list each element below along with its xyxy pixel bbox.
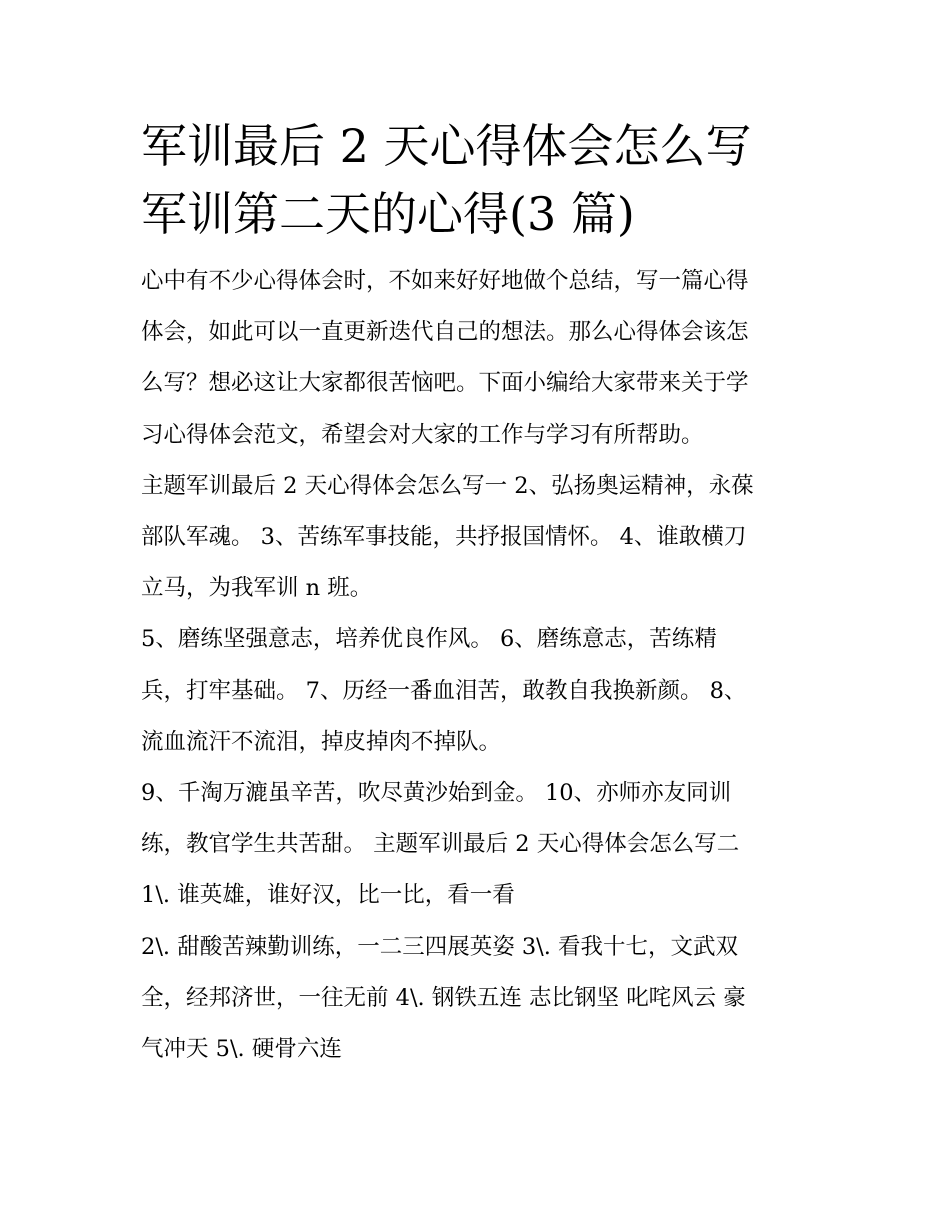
text-line: 习心得体会范文，希望会对大家的工作与学习有所帮助。 [141,421,704,448]
document-title [141,112,830,248]
text-line: 气冲天 5\. 硬骨六连 [141,1036,342,1063]
text-line: 体会，如此可以一直更新迭代自己的想法。那么心得体会该怎 [141,319,749,346]
text-line: 流血流汗不流泪，掉皮掉肉不掉队。 [141,728,502,755]
title-line-2: 军训第二天的心得(3 篇) [141,187,635,241]
text-line: 主题军训最后 2 天心得体会怎么写一 2、弘扬奥运精神，永葆 [141,472,754,499]
text-line: 2\. 甜酸苦辣勤训练，一二三四展英姿 3\. 看我十七，文武双 [141,933,739,960]
text-line: 心中有不少心得体会时，不如来好好地做个总结，写一篇心得 [141,268,749,294]
paragraph-slogans-2 [141,614,830,768]
paragraph-slogans-4 [141,922,830,1076]
text-line: 立马，为我军训 n 班。 [141,575,373,602]
text-line: 么写？想必这让大家都很苦恼吧。下面小编给大家带来关于学 [141,370,749,397]
text-line: 5、磨练坚强意志，培养优良作风。 6、磨练意志，苦练精 [141,626,717,653]
text-line: 练，教官学生共苦甜。 主题军训最后 2 天心得体会怎么写二 [141,831,740,858]
paragraph-slogans-3 [141,768,830,922]
title-line-1: 军训最后 2 天心得体会怎么写 [141,119,752,173]
text-line: 1\. 谁英雄，谁好汉，比一比，看一看 [141,882,515,909]
paragraph-slogans-1 [141,461,830,615]
paragraph-intro [141,256,830,461]
text-line: 全，经邦济世，一往无前 4\. 钢铁五连 志比钢坚 叱咤风云 豪 [141,984,746,1011]
text-line: 9、千淘万漉虽辛苦，吹尽黄沙始到金。 10、亦师亦友同训 [141,780,732,807]
text-line: 部队军魂。 3、苦练军事技能，共抒报国情怀。 4、谁敢横刀 [141,524,747,551]
text-line: 兵，打牢基础。 7、历经一番血泪苦，敢教自我换新颜。 8、 [141,677,747,704]
